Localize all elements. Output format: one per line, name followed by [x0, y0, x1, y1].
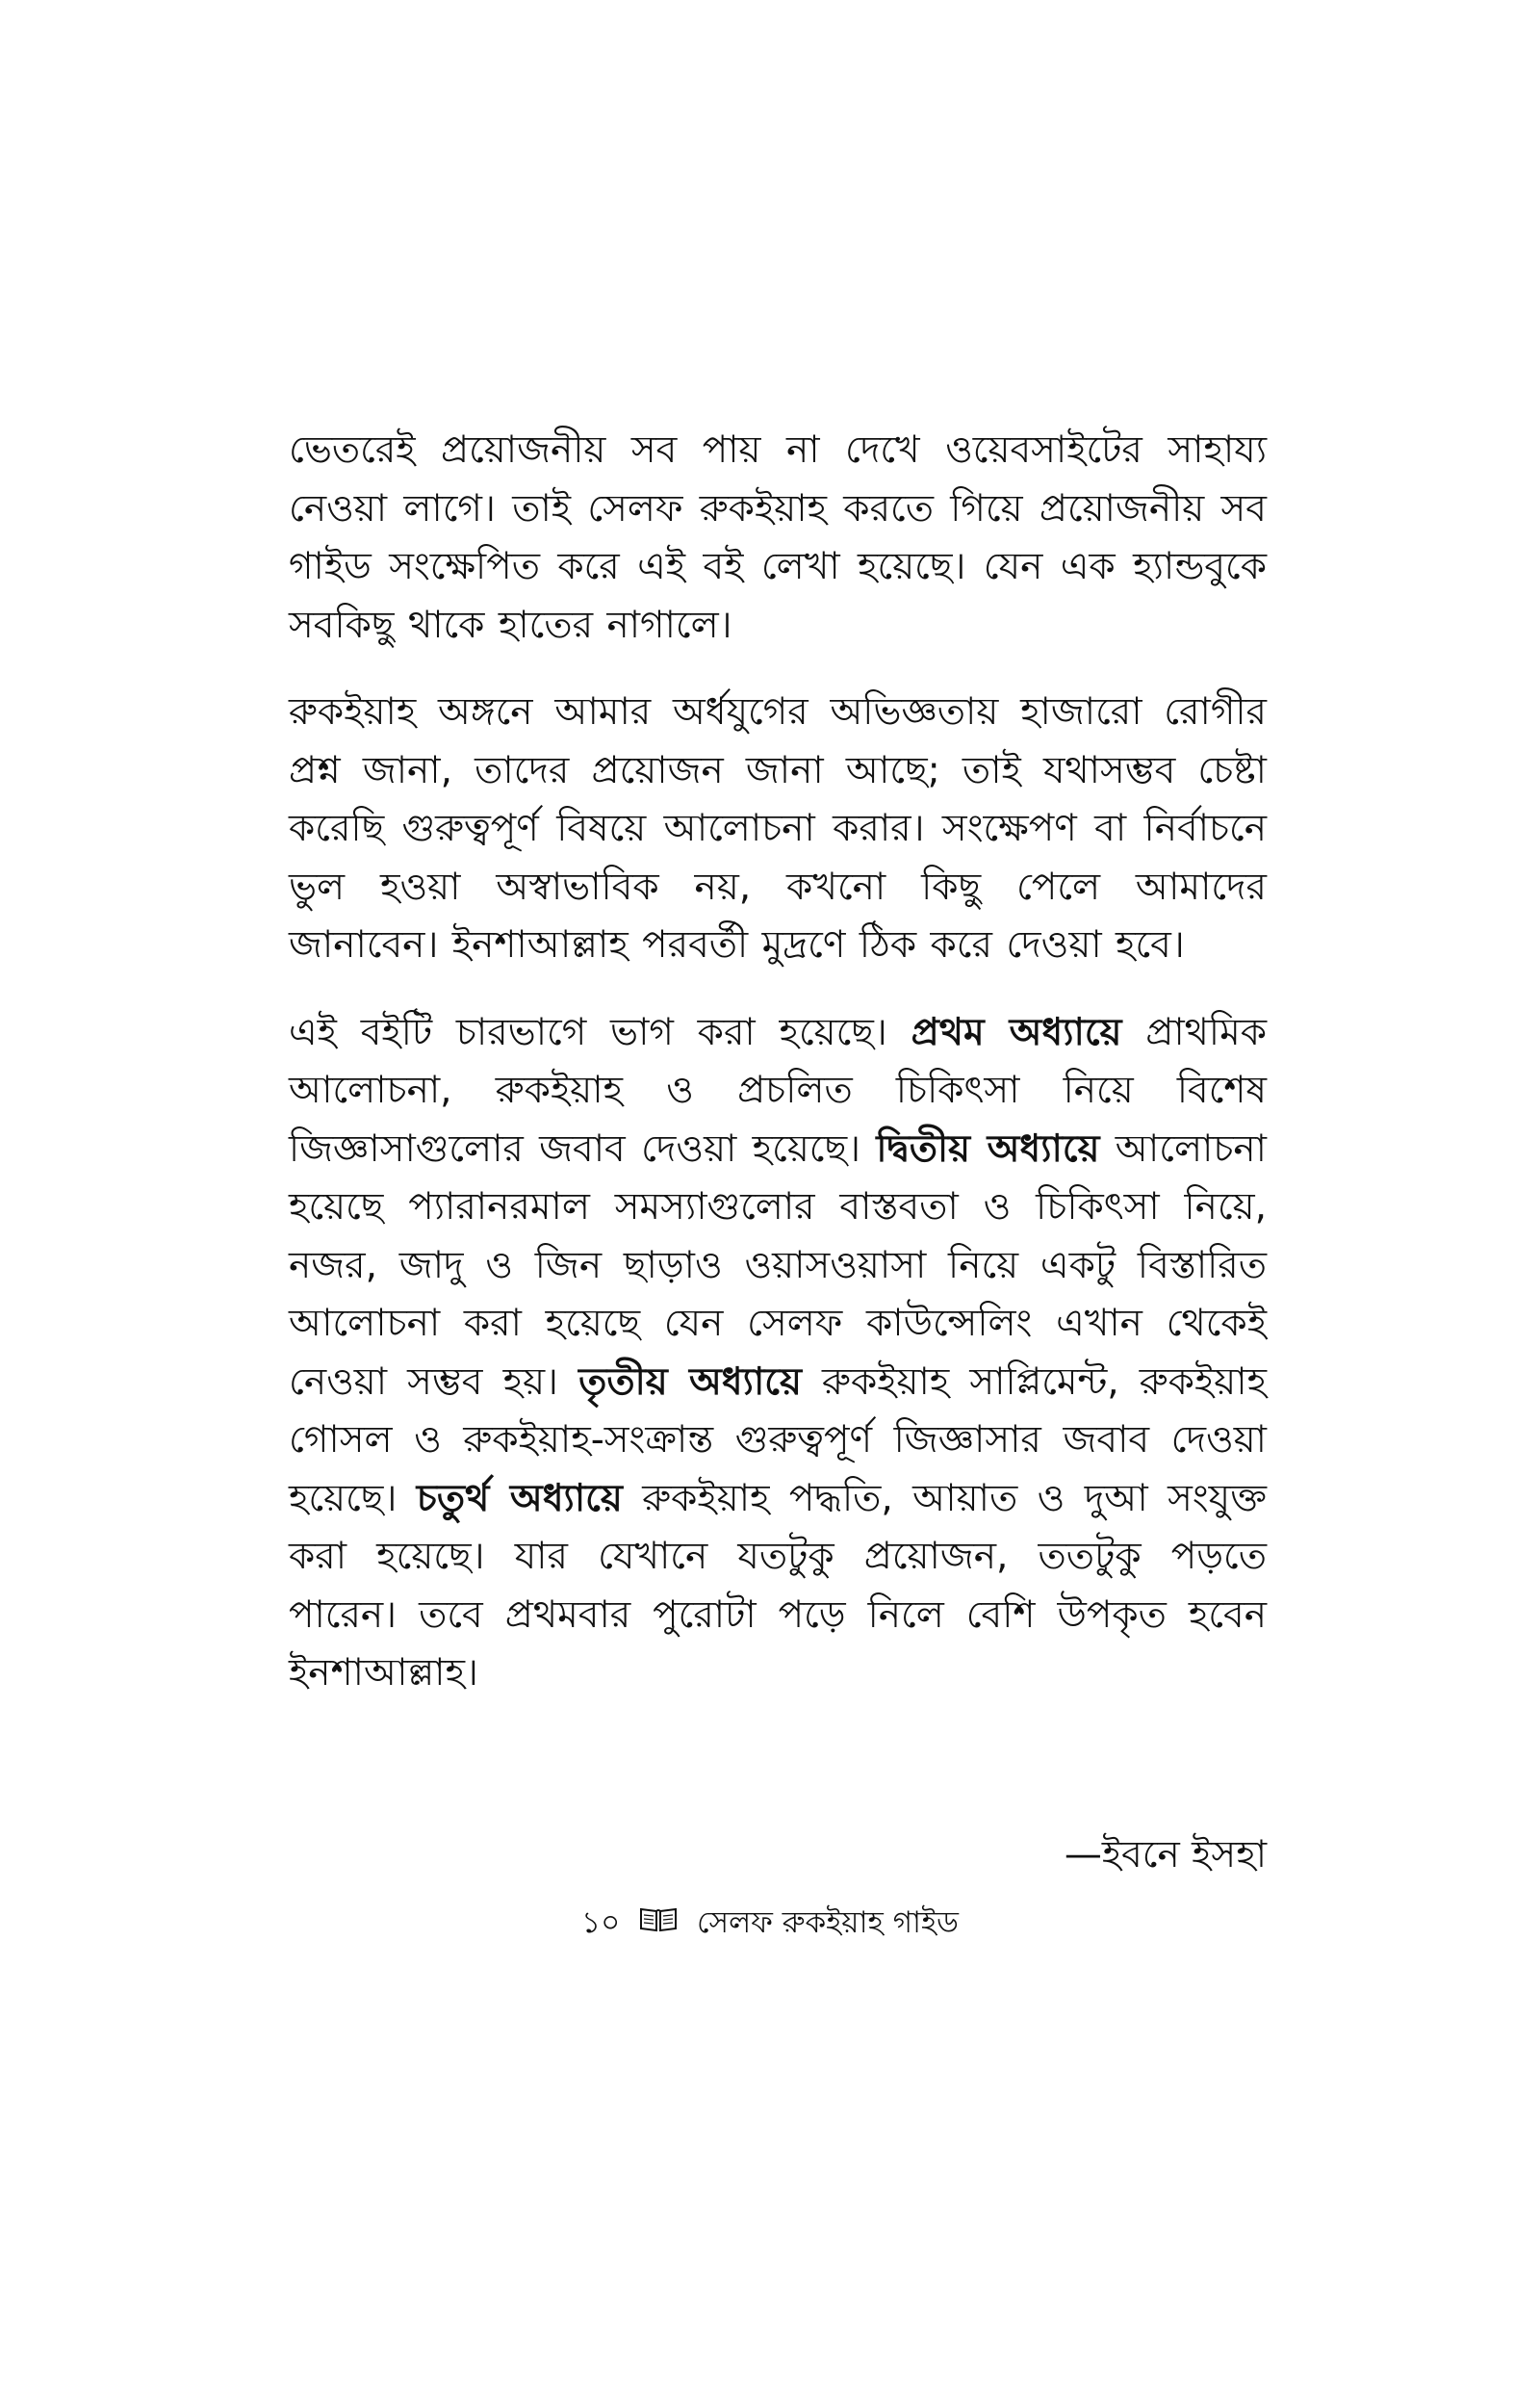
paragraph-text: রুকইয়াহ অঙ্গনে আমার অর্ধযুগের অভিজ্ঞতায় হাজারো রোগীর প্রশ্ন জানা, তাদের প্রয়োজন জানা আছে; তাই যথাসম্ভব চেষ্টা করেছি গুরুত্বপূর্ণ বিষয়ে আলোচনা করার। সংক্ষেপণ বা নির্বাচনে ভুল হওয়া অস্বাভাবিক নয়, কখনো কিছু পেলে আমাদের জানাবেন। ইনশাআল্লাহ পরবর্তী মুদ্রণে ঠিক করে দেওয়া হবে।: [289, 690, 1267, 967]
body-text: [289, 422, 1267, 1732]
author-signature: —ইবনে ইসহা: [1064, 1833, 1267, 1876]
paragraph-text: ভেতরেই প্রয়োজনীয় সব পায় না দেখে ওয়েবসাইটের সাহায্য নেওয়া লাগে। তাই সেলফ রুকইয়াহ করতে গিয়ে প্রয়োজনীয় সব গাইড সংক্ষেপিত করে এই বই লেখা হয়েছে। যেন এক হ্যান্ডবুকে সবকিছু থাকে হাতের নাগালে।: [289, 428, 1267, 647]
paragraph-text: রুকইয়াহ সাপ্লিমেন্ট, রুকইয়াহ গোসল ও রুকইয়াহ-সংক্রান্ত গুরুত্বপূর্ণ জিজ্ঞাসার জবাব দেওয়া হয়েছে।: [289, 1359, 1268, 1520]
paragraph-text: প্রাথমিক আলোচনা, রুকইয়াহ ও প্রচলিত চিকিৎসা নিয়ে বিশেষ জিজ্ঞাসাগুলোর জবাব দেওয়া হয়েছে।: [289, 1010, 1268, 1171]
paragraph-text: রুকইয়াহ পদ্ধতি, আয়াত ও দুআ সংযুক্ত করা হয়েছে। যার যেখানে যতটুকু প্রয়োজন, ততটুকু পড়তে পারেন। তবে প্রথমবার পুরোটা পড়ে নিলে বেশি উপকৃত হবেন ইনশাআল্লাহ।: [289, 1476, 1267, 1695]
page-footer: [0, 1899, 1540, 1949]
page-number: ১০: [581, 1905, 621, 1940]
chapter-4-heading: চতুর্থ অধ্যায়ে: [416, 1476, 623, 1520]
paragraph-3: [289, 1004, 1267, 1703]
paragraph-text: আলোচনা হয়েছে প্যারানরমাল সমস্যাগুলোর বাস্তবতা ও চিকিৎসা নিয়ে, নজর, জাদু ও জিন ছাড়াও ওয়াসওয়াসা নিয়ে একটু বিস্তারিত আলোচনা করা হয়েছে যেন সেলফ কাউন্সেলিং এখান থেকেই নেওয়া সম্ভব হয়।: [289, 1126, 1267, 1404]
paragraph-1: [289, 422, 1267, 655]
chapter-2-heading: দ্বিতীয় অধ্যায়ে: [876, 1126, 1100, 1171]
chapter-1-heading: প্রথম অধ্যায়ে: [911, 1010, 1122, 1054]
book-title: সেলফ রুকইয়াহ গাইড: [697, 1905, 959, 1940]
paragraph-2: [289, 684, 1267, 975]
paragraph-text: এই বইটি চারভাগে ভাগ করা হয়েছে।: [289, 1010, 911, 1054]
open-book-icon: [639, 1901, 678, 1949]
chapter-3-heading: তৃতীয় অধ্যায়ে: [578, 1359, 802, 1404]
